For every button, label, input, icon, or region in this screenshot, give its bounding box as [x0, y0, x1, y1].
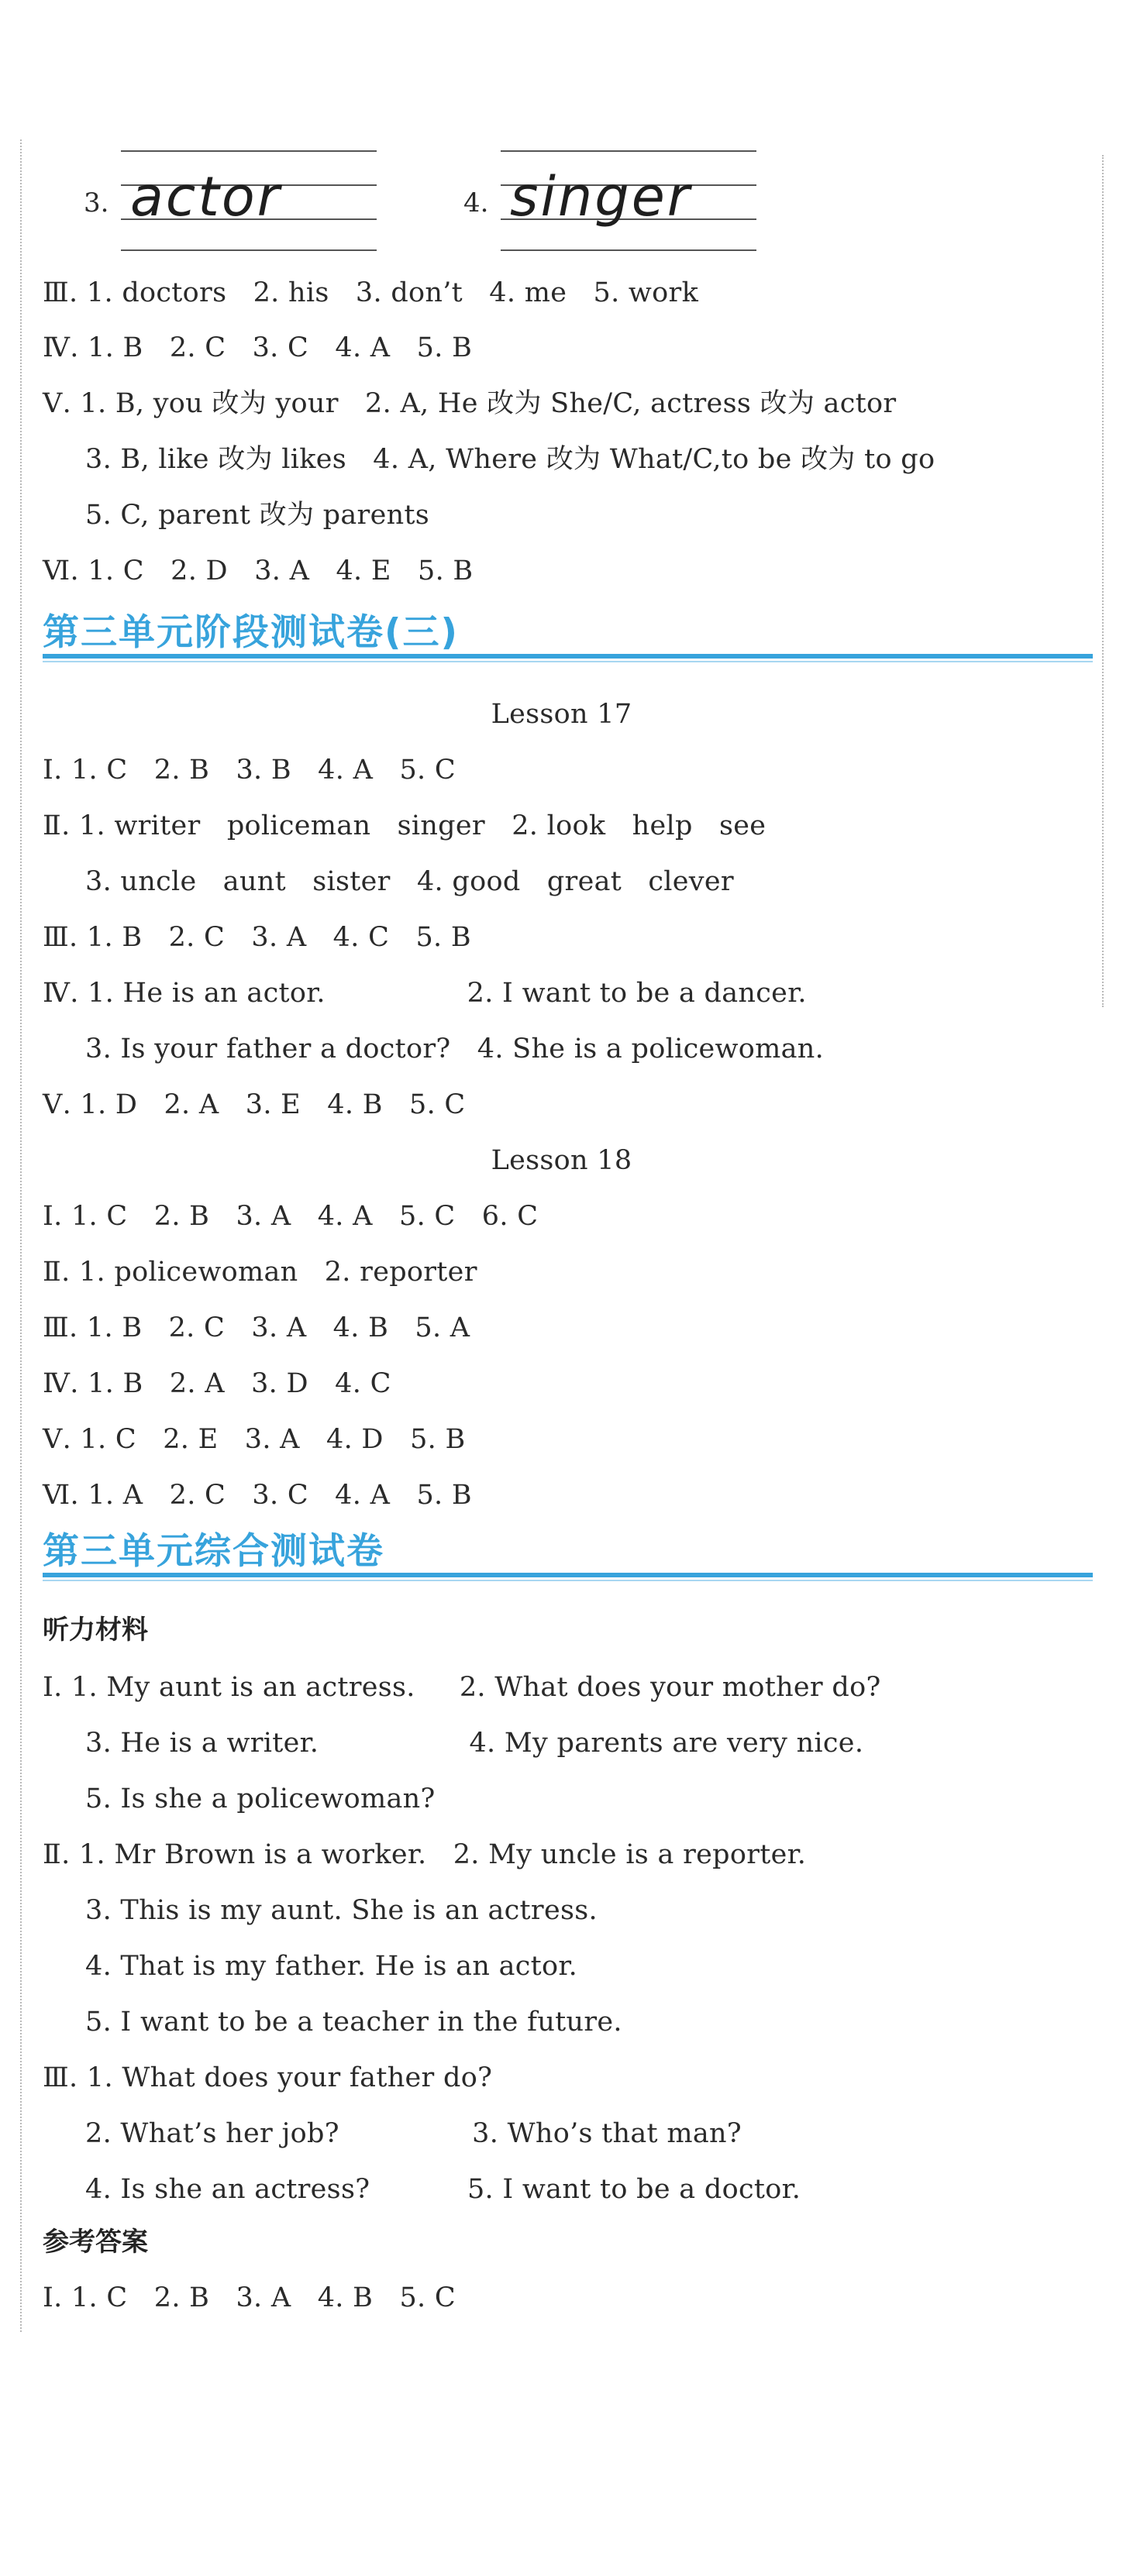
- answer-line: Ⅱ. 1. writer policeman singer 2. look help see: [43, 810, 766, 841]
- answer-line: 3. Is your father a doctor? 4. She is a policewoman.: [85, 1033, 825, 1064]
- handwriting-item-4: [463, 147, 758, 256]
- listening-line: 3. This is my aunt. She is an actress.: [85, 1895, 598, 1926]
- handwriting-item-3: [84, 147, 378, 256]
- answer-line: 3. uncle aunt sister 4. good great clever: [85, 866, 734, 897]
- answer-line: Ⅴ. 1. D 2. A 3. E 4. B 5. C: [43, 1089, 466, 1120]
- listening-line: 3. He is a writer. 4. My parents are very nice.: [85, 1728, 864, 1759]
- answer-line: Ⅳ. 1. B 2. A 3. D 4. C: [43, 1368, 391, 1399]
- answer-line: Ⅴ. 1. C 2. E 3. A 4. D 5. B: [43, 1424, 466, 1455]
- answer-line: Ⅱ. 1. policewoman 2. reporter: [43, 1257, 477, 1288]
- listening-line: 4. Is she an actress? 5. I want to be a doctor.: [85, 2174, 801, 2205]
- listening-heading: 听力材料: [43, 1615, 148, 1646]
- listening-line: Ⅱ. 1. Mr Brown is a worker. 2. My uncle is a reporter.: [43, 1839, 807, 1870]
- lesson-heading: Lesson 18: [491, 1145, 632, 1176]
- item-number: 4.: [463, 187, 489, 218]
- handwritten-word: singer: [510, 165, 692, 229]
- listening-line: Ⅰ. 1. My aunt is an actress. 2. What does your mother do?: [43, 1672, 881, 1703]
- answer-line: Ⅵ. 1. C 2. D 3. A 4. E 5. B: [43, 555, 474, 586]
- section-title: [43, 1529, 1093, 1577]
- right-margin-dotted-line: [1102, 155, 1104, 1007]
- listening-line: 2. What’s her job? 3. Who’s that man?: [85, 2118, 742, 2149]
- answer-line: Ⅳ. 1. B 2. C 3. C 4. A 5. B: [43, 332, 473, 363]
- answer-line: Ⅰ. 1. C 2. B 3. B 4. A 5. C: [43, 755, 456, 786]
- item-number: 3.: [84, 187, 109, 218]
- answer-line: Ⅴ. 1. B, you 改为 your 2. A, He 改为 She/C, actress 改为 actor: [43, 388, 897, 419]
- left-margin-dotted-line: [20, 139, 22, 2332]
- answer-line: Ⅳ. 1. He is an actor. 2. I want to be a dancer.: [43, 978, 807, 1009]
- section-title-text: 第三单元阶段测试卷(三): [43, 611, 459, 654]
- answer-line: 5. C, parent 改为 parents: [85, 500, 430, 531]
- answer-line: Ⅰ. 1. C 2. B 3. A 4. A 5. C 6. C: [43, 1201, 539, 1232]
- listening-line: Ⅲ. 1. What does your father do?: [43, 2062, 493, 2093]
- title-underline: [43, 654, 1093, 659]
- answer-line: Ⅲ. 1. doctors 2. his 3. don’t 4. me 5. work: [43, 277, 699, 308]
- section-title-text: 第三单元综合测试卷: [43, 1530, 384, 1573]
- answer-line: Ⅵ. 1. A 2. C 3. C 4. A 5. B: [43, 1480, 472, 1511]
- answer-line: Ⅰ. 1. C 2. B 3. A 4. B 5. C: [43, 2282, 456, 2313]
- lesson-heading: Lesson 17: [491, 699, 632, 730]
- answers-heading: 参考答案: [43, 2227, 148, 2258]
- listening-line: 5. Is she a policewoman?: [85, 1783, 436, 1814]
- title-underline-light: [43, 1580, 1093, 1581]
- title-underline-light: [43, 661, 1093, 662]
- listening-line: 4. That is my father. He is an actor.: [85, 1951, 577, 1982]
- title-underline: [43, 1573, 1093, 1577]
- answer-line: Ⅲ. 1. B 2. C 3. A 4. B 5. A: [43, 1312, 470, 1343]
- answer-line: 3. B, like 改为 likes 4. A, Where 改为 What/C,to be 改为 to go: [85, 444, 935, 475]
- handwritten-word: actor: [130, 165, 282, 229]
- answer-line: Ⅲ. 1. B 2. C 3. A 4. C 5. B: [43, 922, 471, 953]
- listening-line: 5. I want to be a teacher in the future.: [85, 2007, 622, 2038]
- section-title: [43, 610, 1093, 659]
